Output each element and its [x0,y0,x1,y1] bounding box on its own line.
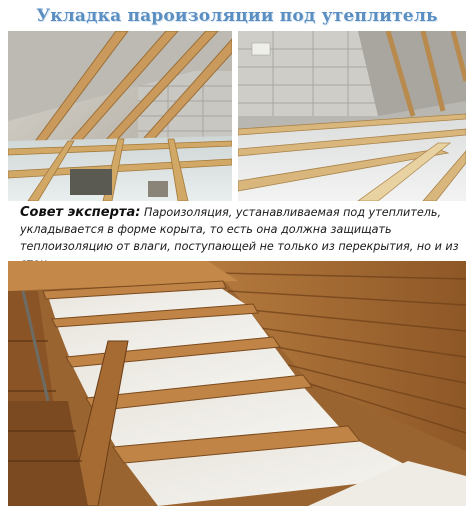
photo-attic-floor-joists [238,31,466,201]
expert-tip-label: Совет эксперта: [20,205,141,220]
photo-attic-rafters-image [8,31,232,201]
expert-tip [20,204,460,258]
photo-attic-floor-joists-image [238,31,466,201]
photo-vapor-barrier-trough-image [8,261,466,506]
expert-tip-text: Пароизоляция, устанавливаемая под утеплитель, укладывается в форме корыта, то есть она должна защищать теплоизоляцию от влаги, поступающей не только из перекрытия, но и из [20,206,459,253]
photo-attic-rafters [8,31,232,201]
page-title: Укладка пароизоляции под утеплитель [36,6,438,26]
photo-vapor-barrier-trough [8,261,466,506]
